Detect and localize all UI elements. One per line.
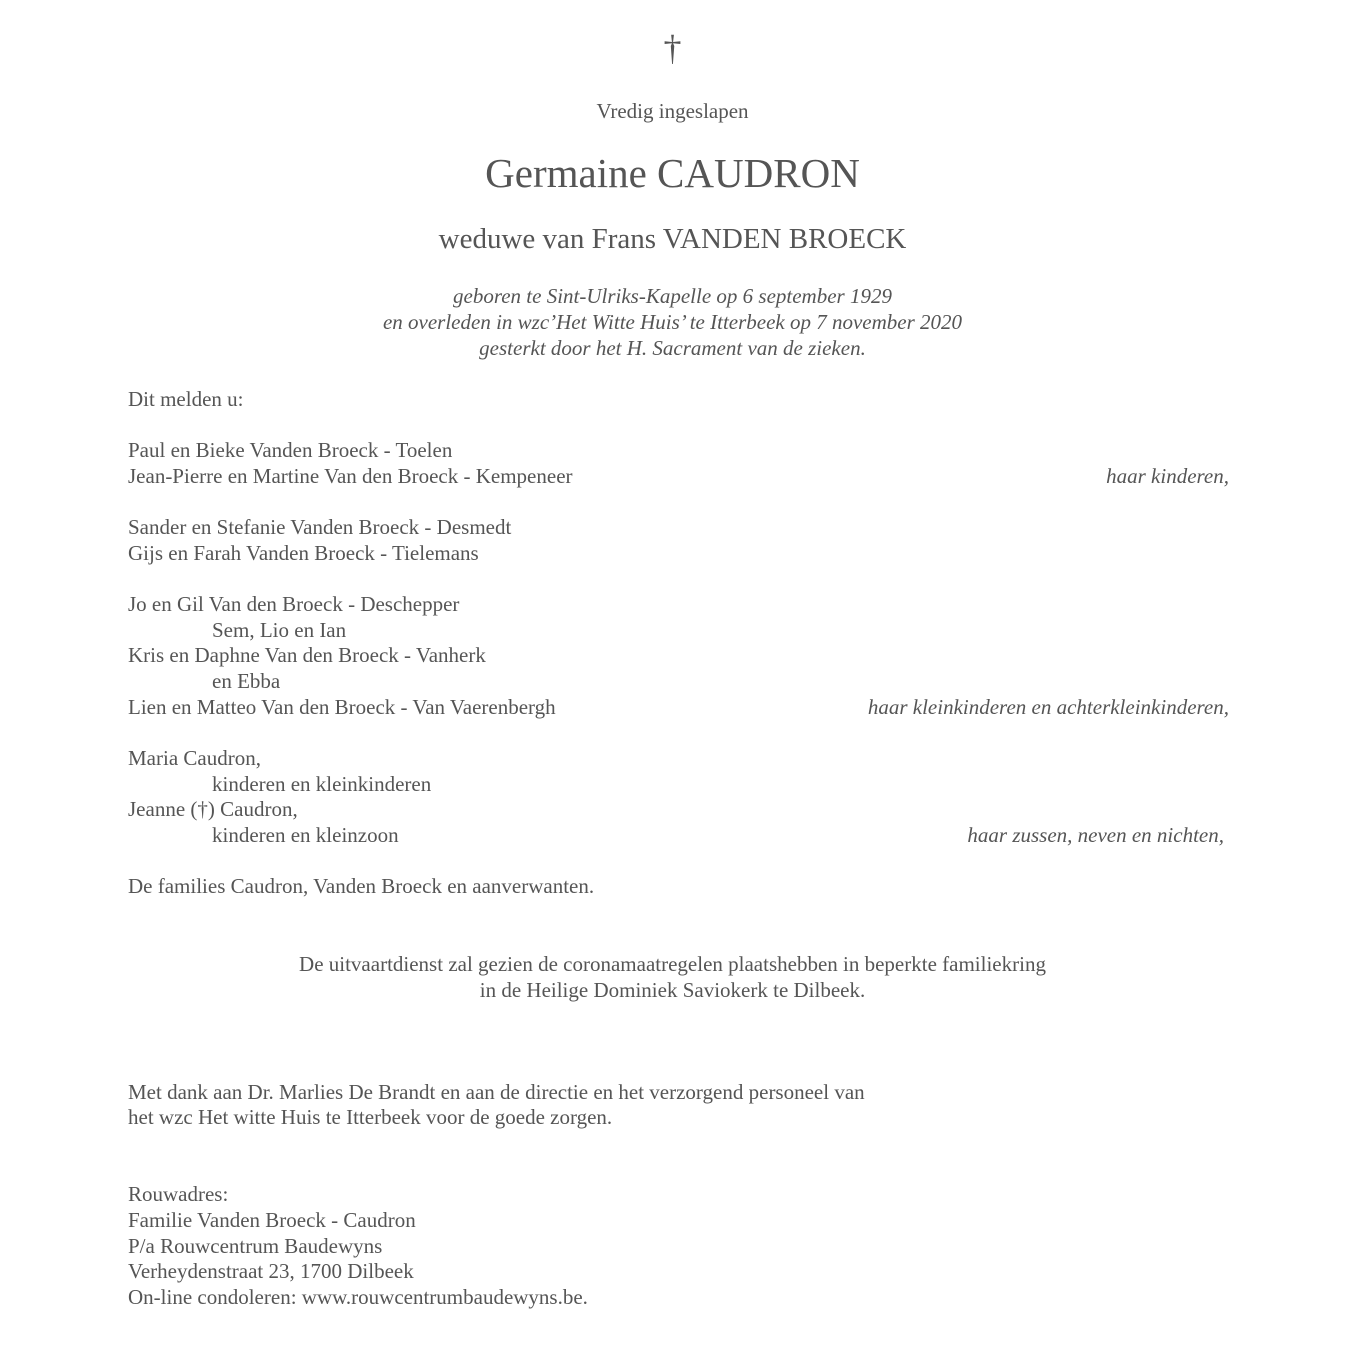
grandchildren-line: Kris en Daphne Van den Broeck - Vanherk <box>128 643 486 667</box>
spouse-line: weduwe van Frans VANDEN BROECK <box>438 223 907 255</box>
grandchildren-line: Lien en Matteo Van den Broeck - Van Vaerenbergh <box>128 695 556 719</box>
thanks-line: het wzc Het witte Huis te Itterbeek voor de goede zorgen. <box>128 1105 613 1129</box>
sister-family-line: kinderen en kleinzoon <box>212 823 399 847</box>
children-line: Paul en Bieke Vanden Broeck - Toelen <box>128 438 453 462</box>
deceased-name: Germaine CAUDRON <box>485 150 860 196</box>
address-heading: Rouwadres: <box>128 1182 229 1206</box>
sister-line: Maria Caudron, <box>128 746 261 770</box>
sister-line: Jeanne (†) Caudron, <box>128 797 298 821</box>
children-role: haar kinderen, <box>1106 464 1229 488</box>
service-line: De uitvaartdienst zal gezien de coronamaatregelen plaatshebben in beperkte familiekring <box>299 952 1046 976</box>
address-line: P/a Rouwcentrum Baudewyns <box>128 1234 383 1258</box>
grandchildren-line: Gijs en Farah Vanden Broeck - Tielemans <box>128 541 479 565</box>
thanks-line: Met dank aan Dr. Marlies De Brandt en aan de directie en het verzorgend personeel van <box>128 1080 865 1104</box>
address-line: Familie Vanden Broeck - Caudron <box>128 1208 416 1232</box>
grandchildren-role: haar kleinkinderen en achterkleinkinderen, <box>867 695 1229 719</box>
great-grandchildren-line: en Ebba <box>212 669 281 693</box>
sisters-role: haar zussen, neven en nichten, <box>967 823 1224 847</box>
condolence-line: On-line condoleren: www.rouwcentrumbaudewyns.be. <box>128 1285 588 1309</box>
life-line-birth: geboren te Sint-Ulriks-Kapelle op 6 september 1929 <box>453 284 892 308</box>
service-line: in de Heilige Dominiek Saviokerk te Dilbeek. <box>479 978 866 1002</box>
life-line-sacrament: gesterkt door het H. Sacrament van de zieken. <box>479 336 866 360</box>
families-line: De families Caudron, Vanden Broeck en aanverwanten. <box>128 874 595 898</box>
intro-text: Vredig ingeslapen <box>596 99 749 123</box>
life-line-death: en overleden in wzc’Het Witte Huis’ te Itterbeek op 7 november 2020 <box>382 310 963 334</box>
children-line: Jean-Pierre en Martine Van den Broeck - Kempeneer <box>128 464 573 488</box>
grandchildren-line: Jo en Gil Van den Broeck - Deschepper <box>128 592 460 616</box>
announce-text: Dit melden u: <box>128 387 244 411</box>
grandchildren-line: Sander en Stefanie Vanden Broeck - Desmedt <box>128 515 512 539</box>
address-line: Verheydenstraat 23, 1700 Dilbeek <box>128 1259 414 1283</box>
cross-icon: † <box>663 28 682 68</box>
great-grandchildren-line: Sem, Lio en Ian <box>212 618 347 642</box>
sister-family-line: kinderen en kleinkinderen <box>212 772 432 796</box>
